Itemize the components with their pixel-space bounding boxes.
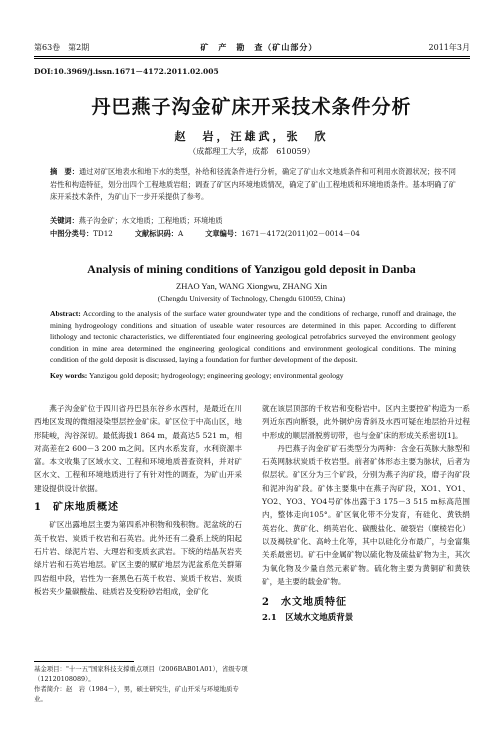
authors: 赵 岩，汪雄武，张 欣 (174, 130, 329, 143)
keywords-label: 关键词： (50, 216, 79, 225)
keywords-text: 燕子沟金矿；水文地质；工程地质；环境地质 (78, 216, 223, 225)
abstract-text: 通过对矿区地表水和地下水的类型，补给和径流条件进行分析，确定了矿山水文地质条件和可利用水资源状况；按不同岩性和构造特征，划分出四个工程地质岩组；调查了矿区内环境地质情况，确定了矿山工程地质和环境地质条件。基本明确了矿床开采技术条件，为矿山下一步开采提供了参考。 (50, 167, 456, 201)
english-title: Analysis of mining conditions of Yanzigou gold deposit in Danba (87, 262, 416, 276)
doi: DOI:10.3969/j.issn.1671－4172.2011.02.005 (34, 67, 219, 76)
footnote (34, 664, 248, 704)
left-column (34, 402, 242, 598)
english-abstract (50, 308, 456, 381)
issue-info: 第63卷 第2期 (34, 43, 90, 52)
header-rule (34, 56, 470, 57)
running-header (34, 42, 470, 53)
section-2-1-heading: 2.1 区域水文地质背景 (262, 613, 354, 624)
author-note: 作者简介：赵 岩（1984－），男，硕士研究生，矿山开采与环境地质专业。 (34, 685, 239, 703)
affiliation: （成都理工大学，成都 610059） (188, 147, 315, 156)
footnote-rule (34, 661, 134, 662)
english-abstract-label: Abstract: (50, 309, 81, 318)
doc-code-value: A (177, 229, 184, 238)
english-keywords-text: Yanzigou gold deposit; hydrogeology; engineering geology; environmental geology (88, 370, 344, 380)
clc-label: 中图分类号： (50, 229, 94, 238)
right-column (262, 402, 470, 626)
english-abstract-text: According to the analysis of the surface water groundwater type and the conditions of recharge, runoff and drainage, the mining hydrogeology conditions and situation of useable water resources are determined in this paper. According to different lithology and tectonic characteristics, we differentiated four engineering geological petrofabrics surveyed the environment geology condition in mine area determined the engineering geological conditions and environment geological conditions. The mining condition of the gold deposit is discussed, laying a foundation for further development of the deposit. (50, 309, 456, 364)
issue-date: 2011年3月 (428, 43, 470, 52)
continued-paragraph: 就在该层顶部的千枚岩和变粉岩中。区内主要控矿构造为一系列近东西向断裂，此外铜炉房背斜及水西可疑在地层抬升过程中形成的顺层滑脱剪切带，也与金矿床的形成关系密切[1]。 (262, 404, 470, 440)
fund-note: 基金项目："十一五"国家科技支撑重点项目（2006BAB01A01），省级专项（12120108089）。 (34, 665, 248, 683)
classification-line (50, 228, 456, 241)
paper-title: 丹巴燕子沟金矿床开采技术条件分析 (91, 96, 412, 118)
geology-paragraph: 矿区出露地层主要为第四系冲积物和残积物。泥盆统的石英千枚岩、炭质千枚岩和石英岩。此外还有二叠系上统的阳起石片岩、绿泥片岩、大理岩和变质玄武岩。下统的结晶灰岩夹绿片岩和石英岩地层。矿区主要的赋矿地层为泥盆系危关群第四岩组中段，岩性为一套黑色石英千枚岩、炭质千枚岩、炭质板岩夹少量碳酸盐、硅质岩及变粉砂岩组成，金矿化 (34, 520, 242, 596)
english-affiliation: (Chengdu University of Technology, Chengdu 610059, China) (157, 294, 346, 303)
english-keywords-label: Key words: (50, 370, 88, 380)
section-1-heading: 1 矿床地质概述 (34, 502, 119, 514)
english-keywords (50, 370, 456, 382)
keywords (50, 215, 456, 228)
clc-value: TD12 (93, 229, 113, 238)
abstract (50, 166, 456, 204)
journal-name: 矿 产 勘 查（矿山部分） (200, 42, 318, 52)
ore-type-paragraph: 丹巴燕子沟金矿矿石类型分为两种：含金石英脉大脉型和石英网脉状炭质千枚岩型。前者矿体形态主要为脉状，后者为似层状。矿区分为三个矿段，分别为燕子沟矿段，磨子沟矿段和泥冲沟矿段。矿体主要集中在燕子沟矿段，XO1、YO1、YO2、YO3、YO4号矿体出露于3 175－3 515 m标高范围内，整体走向105°。矿区氧化带不分发育，有硅化、黄铁绢英岩化、黄矿化、绢英岩化、碳酸盐化、破裂岩（糜棱岩化）以及褐铁矿化、高岭土化等，其中以硅化分布最广，与金富集关系最密切。矿石中金属矿物以硫化物及硫盐矿物为主，其次为氧化物及少量自然元素矿物。硫化物主要为黄铜矿和黄铁矿，是主要的载金矿物。 (262, 443, 470, 586)
intro-paragraph: 燕子沟金矿位于四川省丹巴县东谷乡水西村，是最近在川西地区发现的微细浸染型层控金矿床。矿区位于中高山区，地形陡峻，沟谷深切。最低海拔1 864 m，最高达5 521 m，相对高差在2 600－3 200 m之间。区内水系发育，水利资源丰富。本文收集了区域水文、工程和环境地质普查资料，并对矿区水文、工程和环境地质进行了有针对性的调查，为矿山开采建设提供设计依据。 (34, 404, 242, 493)
header-rule-thin (34, 58, 470, 59)
english-authors: ZHAO Yan, WANG Xiongwu, ZHANG Xin (176, 281, 327, 291)
doc-code-label: 文献标识码： (134, 229, 178, 238)
article-no-label: 文章编号： (205, 229, 242, 238)
abstract-label: 摘 要： (50, 167, 80, 176)
article-no-value: 1671－4172(2011)02－0014－04 (241, 229, 360, 238)
section-2-heading: 2 水文地质特征 (262, 597, 347, 609)
